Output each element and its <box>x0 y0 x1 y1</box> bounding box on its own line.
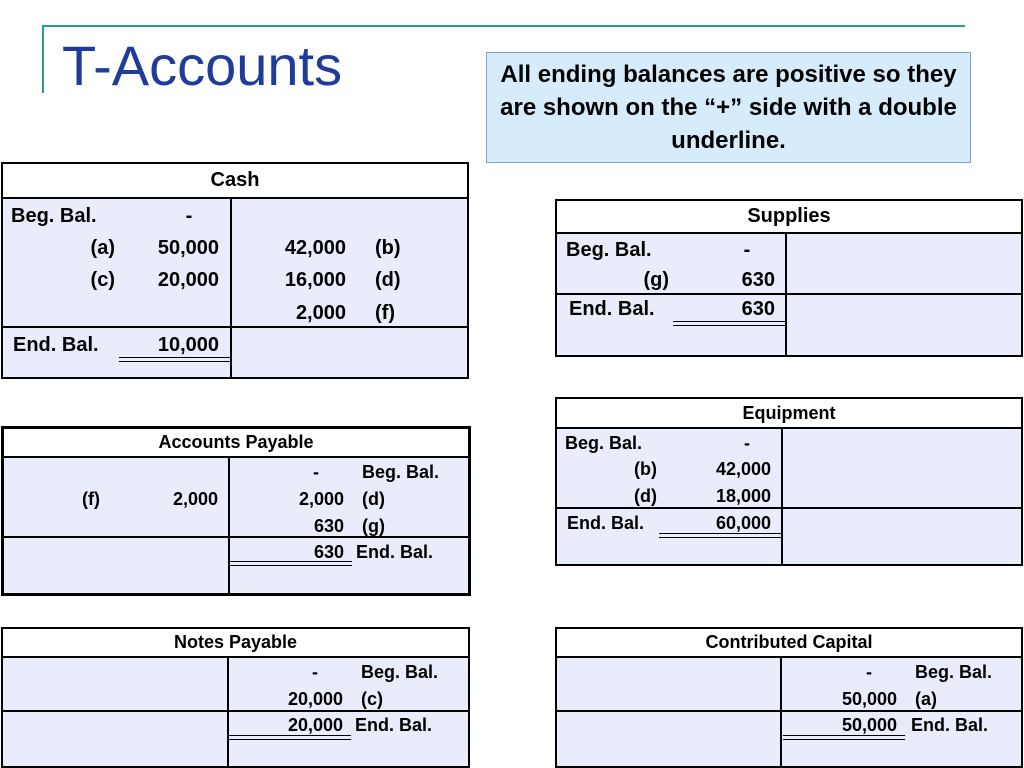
account-title: Supplies <box>557 201 1021 234</box>
beg-bal-label: Beg. Bal. <box>565 433 643 453</box>
beg-bal-label: Beg. Bal. <box>362 462 440 482</box>
debit-amount: 42,000 <box>715 459 771 479</box>
double-underline <box>229 735 351 740</box>
account-title: Equipment <box>557 399 1021 429</box>
account-title: Accounts Payable <box>4 429 468 458</box>
credit-amount: 2,000 <box>298 489 344 509</box>
end-bal-value: 50,000 <box>841 715 897 735</box>
credit-ref: (a) <box>915 689 937 709</box>
credit-ref: (b) <box>375 237 401 259</box>
t-account-equipment <box>555 397 1023 566</box>
credit-ref: (f) <box>375 302 395 324</box>
title-accent-line <box>42 25 965 27</box>
end-bal-label: End. Bal. <box>911 715 989 735</box>
end-bal-label: End. Bal. <box>567 513 645 533</box>
credit-amount: 42,000 <box>284 237 346 259</box>
debit-ref: (c) <box>90 269 115 291</box>
credit-amount: 20,000 <box>287 689 343 709</box>
credit-amount: 630 <box>313 516 344 536</box>
t-divider <box>230 197 232 377</box>
credit-amount: 2,000 <box>295 302 346 324</box>
debit-amount: 50,000 <box>157 237 219 259</box>
end-bal-value: 20,000 <box>287 715 343 735</box>
end-balance-separator <box>557 293 1021 295</box>
title-accent-bar <box>42 25 44 93</box>
debit-amount: 20,000 <box>157 269 219 291</box>
double-underline <box>673 321 785 326</box>
beg-bal-label: Beg. Bal. <box>11 205 97 227</box>
end-bal-value: 630 <box>741 298 775 320</box>
debit-ref: (a) <box>90 237 115 259</box>
double-underline <box>659 533 781 538</box>
end-bal-value: 10,000 <box>157 334 219 356</box>
slide-title: T-Accounts <box>62 34 343 97</box>
note-callout: All ending balances are positive so they are shown on the “+” side with a double underline. <box>486 52 971 163</box>
end-bal-value: 60,000 <box>715 513 771 533</box>
beg-bal-value: - <box>312 662 318 682</box>
credit-ref: (d) <box>362 489 385 509</box>
end-bal-label: End. Bal. <box>356 542 434 562</box>
account-title: Cash <box>3 164 467 199</box>
end-bal-value: 630 <box>313 542 344 562</box>
beg-bal-label: Beg. Bal. <box>566 239 652 261</box>
credit-amount: 50,000 <box>841 689 897 709</box>
beg-bal-value: - <box>185 205 193 227</box>
double-underline <box>119 357 231 362</box>
debit-amount: 630 <box>741 269 775 291</box>
beg-bal-value: - <box>743 239 751 261</box>
credit-amount: 16,000 <box>284 269 346 291</box>
end-balance-separator <box>3 326 467 328</box>
debit-amount: 18,000 <box>715 486 771 506</box>
t-divider <box>781 427 783 564</box>
beg-bal-value: - <box>744 433 750 453</box>
double-underline <box>230 561 352 566</box>
debit-ref: (d) <box>634 486 657 506</box>
beg-bal-label: Beg. Bal. <box>915 662 993 682</box>
end-bal-label: End. Bal. <box>355 715 433 735</box>
beg-bal-value: - <box>866 662 872 682</box>
credit-ref: (d) <box>375 269 401 291</box>
t-account-accounts-payable <box>1 426 471 596</box>
account-title: Notes Payable <box>3 629 468 658</box>
beg-bal-value: - <box>313 462 319 482</box>
t-account-notes-payable <box>1 627 470 768</box>
t-account-supplies <box>555 199 1023 357</box>
debit-ref: (f) <box>82 489 100 509</box>
end-balance-separator <box>4 536 468 538</box>
end-balance-separator <box>557 710 1021 712</box>
end-bal-label: End. Bal. <box>569 298 655 320</box>
t-account-contributed-capital <box>555 627 1023 768</box>
credit-ref: (g) <box>362 516 385 536</box>
debit-amount: 2,000 <box>172 489 218 509</box>
double-underline <box>783 735 905 740</box>
end-balance-separator <box>557 507 1021 509</box>
beg-bal-label: Beg. Bal. <box>361 662 439 682</box>
account-title: Contributed Capital <box>557 629 1021 658</box>
t-account-cash <box>1 162 469 379</box>
end-bal-label: End. Bal. <box>13 334 99 356</box>
t-divider <box>228 456 230 593</box>
debit-ref: (g) <box>643 269 669 291</box>
credit-ref: (c) <box>361 689 383 709</box>
end-balance-separator <box>3 710 468 712</box>
debit-ref: (b) <box>634 459 657 479</box>
